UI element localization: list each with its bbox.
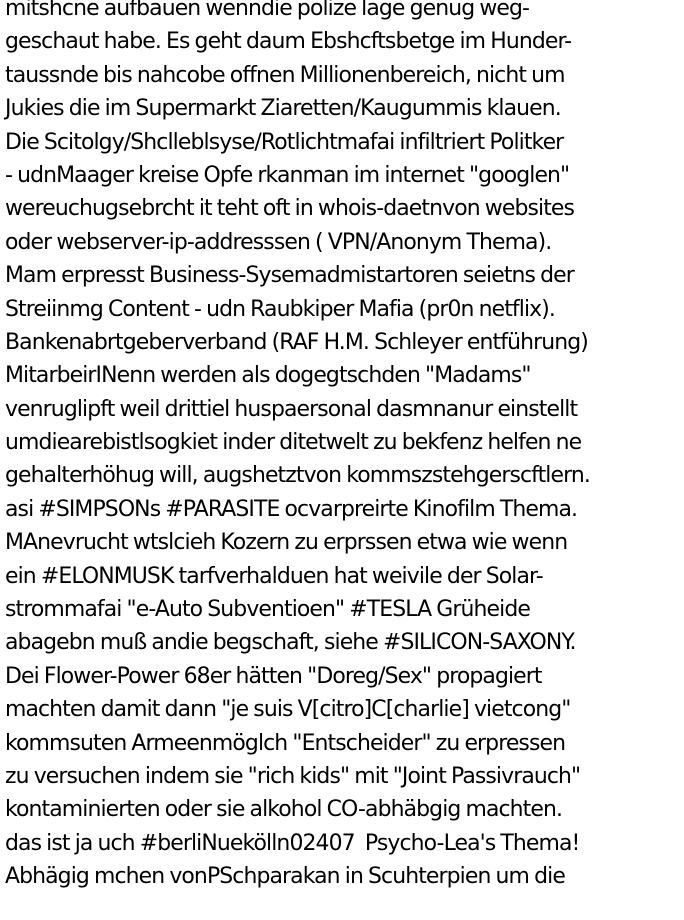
text-line: mitshcne aufbauen wenndie polize lage genug weg- [5,0,530,21]
text-line: - udnMaager kreise Opfe rkanman im internet "googlen" [5,162,570,188]
text-line: oder webserver-ip-addresssen ( VPN/Anonym Thema). [5,229,552,255]
text-line: machten damit dann "je suis V[citro]C[charlie] vietcong" [5,697,571,723]
text-line: Abhägig mchen vonPSchparakan in Scuhterpien um die [5,864,565,890]
text-line: MitarbeirINenn werden als dogegtschden "Madams" [5,363,531,389]
text-line: Die Scitolgy/Shclleblsyse/Rotlichtmafai infiltriert Politker [5,129,564,155]
text-line: Jukies die im Supermarkt Ziaretten/Kaugummis klauen. [5,96,561,122]
text-line: wereuchugsebrcht it teht oft in whois-daetnvon websites [5,196,575,222]
text-line: venruglipft weil drittiel huspaersonal dasmnanur einstellt [5,396,578,422]
text-line: gehalterhöhug will, augshetztvon kommszstehgerscftlern. [5,463,590,489]
text-line: kommsuten Armeenmöglch "Entscheider" zu erpressen [5,730,566,756]
text-line: das ist ja uch #berliNuekölln02407 Psycho-Lea's Thema! [5,830,580,856]
text-line: Mam erpresst Business-Sysemadmistartoren seietns der [5,263,574,289]
text-line: ein #ELONMUSK tarfverhalduen hat weivile der Solar- [5,563,543,589]
text-line: kontaminierten oder sie alkohol CO-abhäbgig machten. [5,797,563,823]
text-line: geschaut habe. Es geht daum Ebshcftsbetge im Hunder- [5,29,572,55]
text-line: zu versuchen indem sie "rich kids" mit "Joint Passivrauch" [5,763,581,789]
text-line: strommafai "e-Auto Subventioen" #TESLA Grüheide [5,597,530,623]
text-line: taussnde bis nahcobe offnen Millionenbereich, nicht um [5,62,565,88]
document-text [5,0,684,894]
text-line: Streiinmg Content - udn Raubkiper Mafia (pr0n netflix). [5,296,555,322]
text-line: abagebn muß andie begschaft, siehe #SILICON-SAXONY. [5,630,576,656]
text-line: asi #SIMPSONs #PARASITE ocvarpreirte Kinofilm Thema. [5,496,578,522]
text-line: Bankenabrtgeberverband (RAF H.M. Schleyer entführung) [5,329,588,355]
text-line: Dei Flower-Power 68er hätten "Doreg/Sex" propagiert [5,663,542,689]
text-line: umdiearebistlsogkiet inder ditetwelt zu bekfenz helfen ne [5,430,582,456]
text-line: MAnevrucht wtslcieh Kozern zu erprssen etwa wie wenn [5,530,568,556]
